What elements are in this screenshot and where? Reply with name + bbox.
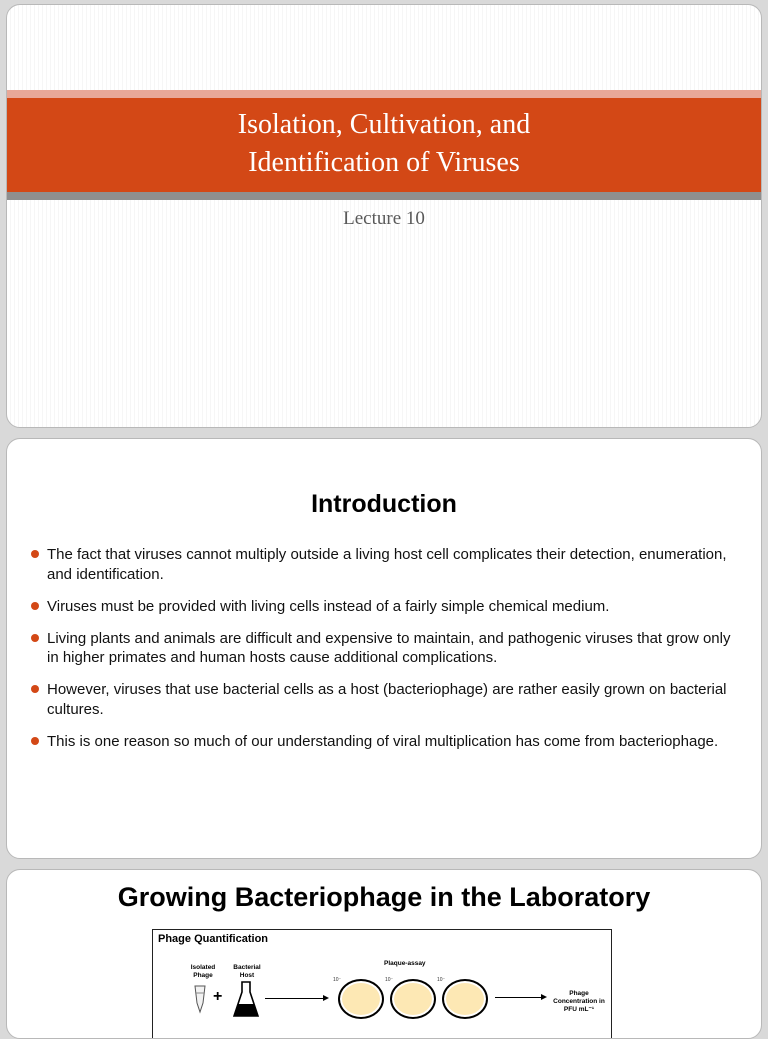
intro-bullet-list bbox=[31, 545, 731, 764]
intro-heading: Introduction bbox=[311, 490, 457, 518]
bullet-dot-icon bbox=[31, 685, 39, 693]
bullet-dot-icon bbox=[31, 737, 39, 745]
flask-icon bbox=[233, 980, 259, 1020]
bullet-item bbox=[31, 680, 731, 719]
arrow-to-result bbox=[495, 997, 545, 998]
isolated-phage-label: Isolated Phage bbox=[190, 964, 216, 979]
lab-heading: Growing Bacteriophage in the Laboratory bbox=[117, 882, 651, 912]
slide-title-line1: Isolation, Cultivation, and bbox=[237, 109, 531, 140]
bullet-text: Living plants and animals are difficult and expensive to maintain, and pathogenic viruses that grow only in higher primates and human hosts cause additional complications. bbox=[47, 629, 731, 666]
phage-quantification-figure bbox=[152, 929, 612, 1039]
intro-slide bbox=[6, 438, 762, 859]
plaque-assay-label: Plaque-assay bbox=[384, 960, 426, 967]
bullet-text: Viruses must be provided with living cells instead of a fairly simple chemical medium. bbox=[47, 597, 610, 615]
figure-title: Phage Quantification bbox=[158, 933, 269, 945]
test-tube-icon bbox=[193, 985, 207, 1015]
plus-sign: + bbox=[213, 988, 223, 1005]
bullet-dot-icon bbox=[31, 550, 39, 558]
slide-title bbox=[7, 106, 761, 182]
slide-subtitle: Lecture 10 bbox=[343, 208, 425, 229]
phage-concentration-label: Phage Concentration in PFU mL⁻¹ bbox=[553, 990, 605, 1013]
bullet-text: However, viruses that use bacterial cells as a host (bacteriophage) are rather easily grown on bacterial cultures. bbox=[47, 681, 727, 718]
arrow-to-plates bbox=[265, 998, 327, 999]
bullet-dot-icon bbox=[31, 602, 39, 610]
bullet-dot-icon bbox=[31, 634, 39, 642]
dilution-label: 10⁻ bbox=[385, 977, 394, 983]
bullet-item bbox=[31, 629, 731, 668]
petri-plate-icon bbox=[338, 979, 384, 1019]
bullet-item bbox=[31, 732, 731, 752]
petri-plate-icon bbox=[442, 979, 488, 1019]
bullet-item bbox=[31, 545, 731, 584]
bullet-item bbox=[31, 597, 731, 617]
dilution-label: 10⁻ bbox=[333, 977, 342, 983]
lab-slide bbox=[6, 869, 762, 1039]
petri-plate-icon bbox=[390, 979, 436, 1019]
title-band-bottom-stripe bbox=[7, 192, 761, 200]
bullet-text: This is one reason so much of our understanding of viral multiplication has come from bacteriophage. bbox=[47, 732, 719, 750]
bacterial-host-label: Bacterial Host bbox=[233, 964, 261, 979]
dilution-label: 10⁻ bbox=[437, 977, 446, 983]
slide-title-line2: Identification of Viruses bbox=[248, 147, 520, 178]
title-slide bbox=[6, 4, 762, 428]
bullet-text: The fact that viruses cannot multiply outside a living host cell complicates their detection, enumeration, and identification. bbox=[47, 546, 727, 583]
